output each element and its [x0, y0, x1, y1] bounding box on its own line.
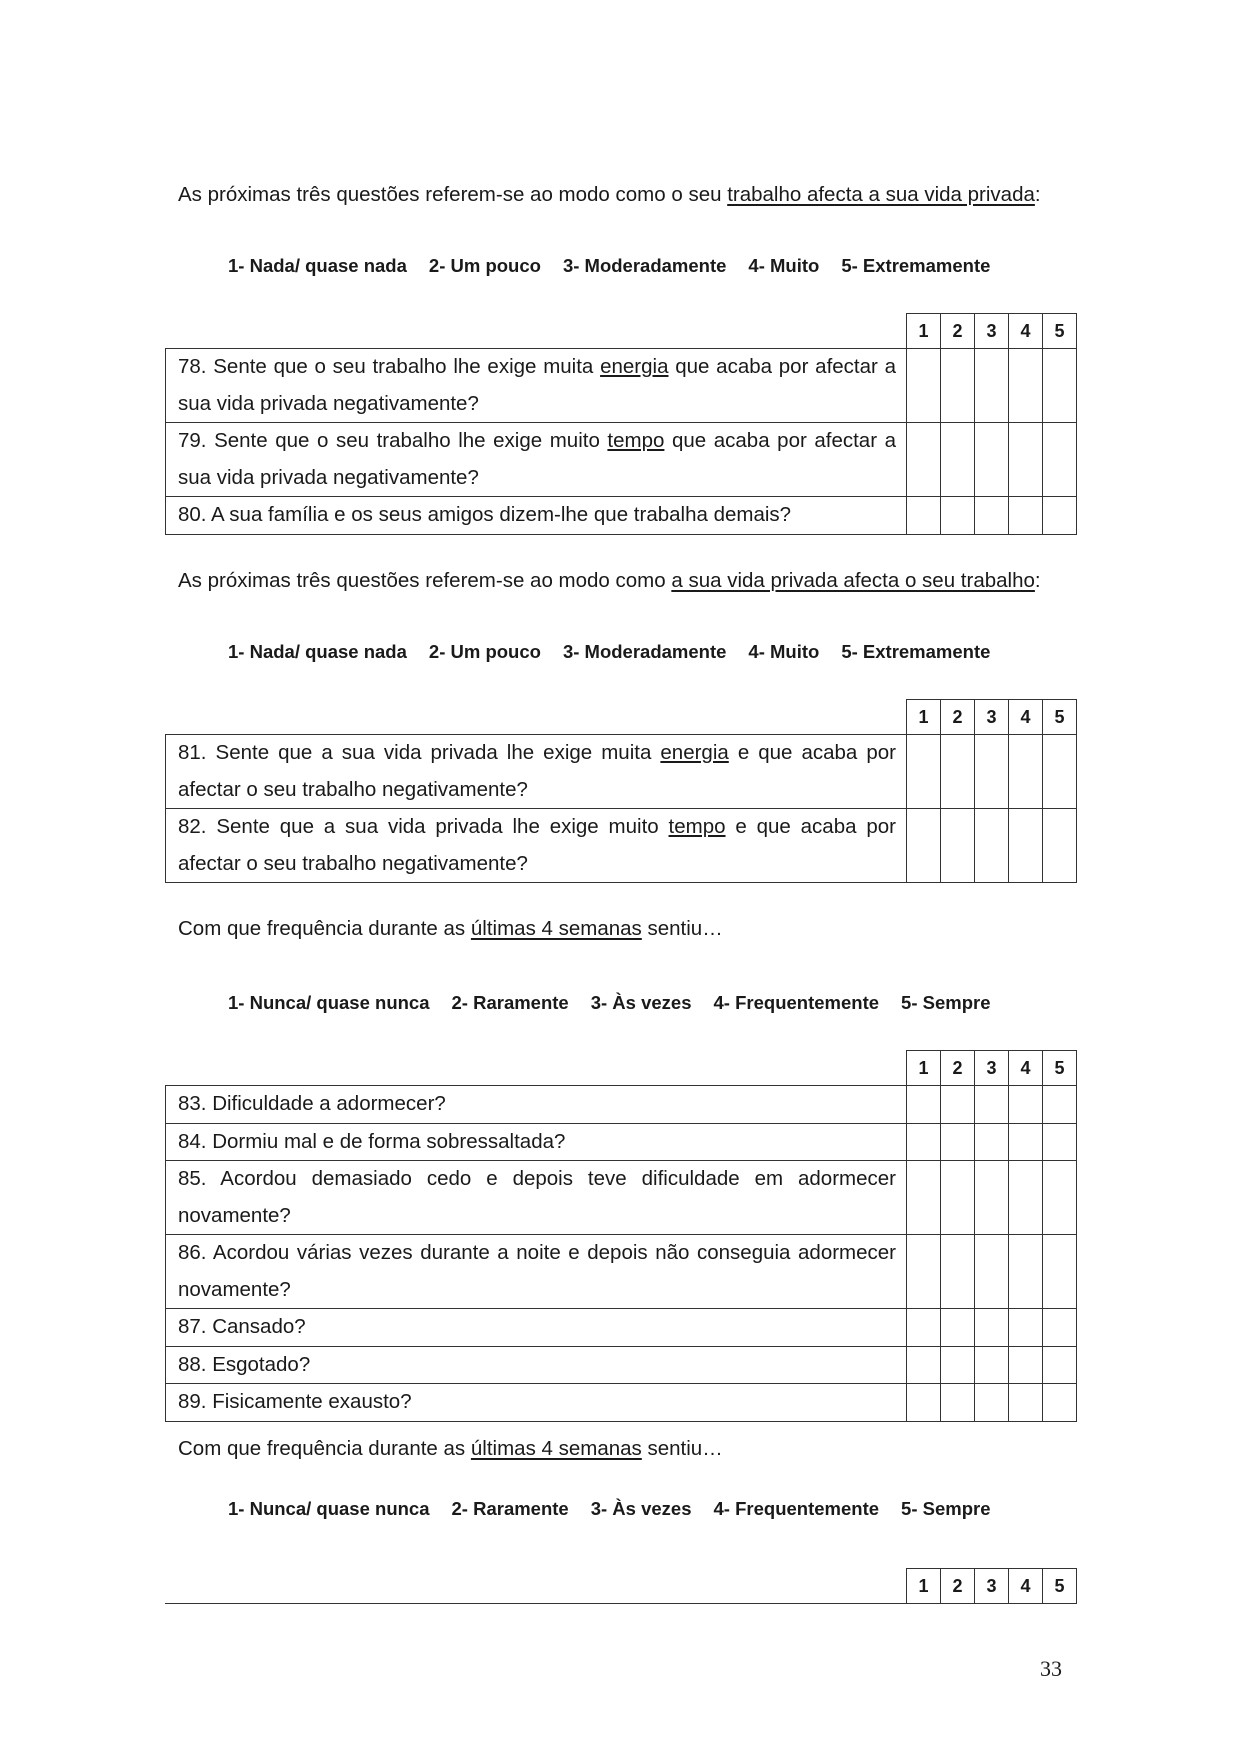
page-number: 33 — [1040, 1656, 1062, 1681]
section-2-intro: As próximas três questões referem-se ao modo como a sua vida privada afecta o seu trabalho: — [178, 569, 1041, 592]
answer-cell-2[interactable] — [941, 809, 975, 883]
answer-cell-4[interactable] — [1009, 1384, 1043, 1422]
answer-cell-1[interactable] — [907, 1235, 941, 1309]
question-row-87 — [166, 1309, 1077, 1347]
question-text: 79. Sente que o seu trabalho lhe exige muito tempo que acaba por afectar a sua vida privada negativamente? — [166, 423, 907, 497]
answer-cell-4[interactable] — [1009, 1309, 1043, 1347]
column-header: 2 — [941, 1569, 975, 1604]
scale-option: 4- Muito — [748, 641, 820, 662]
answer-cell-2[interactable] — [941, 1123, 975, 1161]
column-header: 5 — [1043, 314, 1077, 349]
column-header: 2 — [941, 1051, 975, 1086]
question-text: 83. Dificuldade a adormecer? — [166, 1086, 907, 1124]
column-header: 4 — [1009, 314, 1043, 349]
question-row-88 — [166, 1346, 1077, 1384]
answer-cell-2[interactable] — [941, 1086, 975, 1124]
question-row-84 — [166, 1123, 1077, 1161]
answer-cell-4[interactable] — [1009, 423, 1043, 497]
answer-cell-3[interactable] — [975, 1235, 1009, 1309]
answer-cell-1[interactable] — [907, 1161, 941, 1235]
question-text: 84. Dormiu mal e de forma sobressaltada? — [166, 1123, 907, 1161]
scale-option: 4- Muito — [748, 255, 820, 276]
column-header: 5 — [1043, 1051, 1077, 1086]
column-header: 2 — [941, 314, 975, 349]
answer-cell-3[interactable] — [975, 1123, 1009, 1161]
answer-cell-1[interactable] — [907, 423, 941, 497]
answer-cell-5[interactable] — [1043, 349, 1077, 423]
question-row-85 — [166, 1161, 1077, 1235]
answer-cell-3[interactable] — [975, 423, 1009, 497]
answer-cell-1[interactable] — [907, 1086, 941, 1124]
question-row-89 — [166, 1384, 1077, 1422]
answer-cell-4[interactable] — [1009, 735, 1043, 809]
question-row-82 — [166, 809, 1077, 883]
question-text: 86. Acordou várias vezes durante a noite e depois não conseguia adormecer novamente? — [166, 1235, 907, 1309]
answer-cell-4[interactable] — [1009, 497, 1043, 535]
answer-cell-5[interactable] — [1043, 497, 1077, 535]
question-text: 81. Sente que a sua vida privada lhe exige muita energia e que acaba por afectar o seu trabalho negativamente? — [166, 735, 907, 809]
section-4-scale-legend — [228, 1498, 991, 1520]
answer-cell-5[interactable] — [1043, 809, 1077, 883]
question-row-79 — [166, 423, 1077, 497]
answer-cell-1[interactable] — [907, 1346, 941, 1384]
answer-cell-1[interactable] — [907, 735, 941, 809]
column-header: 4 — [1009, 1051, 1043, 1086]
answer-cell-3[interactable] — [975, 1384, 1009, 1422]
column-header-row — [165, 1569, 1077, 1604]
answer-cell-2[interactable] — [941, 497, 975, 535]
column-header: 5 — [1043, 1569, 1077, 1604]
scale-option: 5- Sempre — [901, 992, 991, 1013]
answer-cell-5[interactable] — [1043, 423, 1077, 497]
answer-cell-3[interactable] — [975, 1346, 1009, 1384]
answer-cell-1[interactable] — [907, 1384, 941, 1422]
answer-cell-2[interactable] — [941, 1161, 975, 1235]
answer-cell-5[interactable] — [1043, 1123, 1077, 1161]
section-1-intro: As próximas três questões referem-se ao modo como o seu trabalho afecta a sua vida privada: — [178, 183, 1041, 206]
column-header: 1 — [907, 1569, 941, 1604]
question-row-83 — [166, 1086, 1077, 1124]
question-row-81 — [166, 735, 1077, 809]
question-text: 82. Sente que a sua vida privada lhe exige muito tempo e que acaba por afectar o seu trabalho negativamente? — [166, 809, 907, 883]
answer-cell-5[interactable] — [1043, 1346, 1077, 1384]
scale-option: 5- Extremamente — [841, 641, 991, 662]
scale-option: 3- Às vezes — [590, 992, 692, 1013]
question-row-80 — [166, 497, 1077, 535]
answer-cell-4[interactable] — [1009, 809, 1043, 883]
column-header: 3 — [975, 1051, 1009, 1086]
question-text: 78. Sente que o seu trabalho lhe exige muita energia que acaba por afectar a sua vida privada negativamente? — [166, 349, 907, 423]
section-3-question-table — [165, 1050, 1077, 1422]
section-4-intro: Com que frequência durante as últimas 4 semanas sentiu… — [178, 1437, 723, 1460]
question-text: 89. Fisicamente exausto? — [166, 1384, 907, 1422]
scale-option: 1- Nada/ quase nada — [228, 641, 407, 662]
scale-option: 2- Raramente — [451, 992, 569, 1013]
answer-cell-1[interactable] — [907, 1123, 941, 1161]
answer-cell-5[interactable] — [1043, 1235, 1077, 1309]
scale-option: 5- Sempre — [901, 1498, 991, 1519]
question-text: 80. A sua família e os seus amigos dizem-lhe que trabalha demais? — [166, 497, 907, 535]
answer-cell-3[interactable] — [975, 1161, 1009, 1235]
section-2-scale-legend — [228, 641, 990, 663]
answer-cell-2[interactable] — [941, 1309, 975, 1347]
scale-option: 1- Nunca/ quase nunca — [228, 1498, 430, 1519]
answer-cell-1[interactable] — [907, 349, 941, 423]
answer-cell-4[interactable] — [1009, 1123, 1043, 1161]
column-header: 1 — [907, 1051, 941, 1086]
answer-cell-3[interactable] — [975, 809, 1009, 883]
section-3-intro: Com que frequência durante as últimas 4 semanas sentiu… — [178, 917, 723, 940]
answer-cell-3[interactable] — [975, 735, 1009, 809]
answer-cell-4[interactable] — [1009, 349, 1043, 423]
scale-option: 2- Um pouco — [428, 255, 541, 276]
answer-cell-2[interactable] — [941, 423, 975, 497]
answer-cell-2[interactable] — [941, 1235, 975, 1309]
question-row-78 — [166, 349, 1077, 423]
scale-option: 3- Às vezes — [590, 1498, 692, 1519]
answer-cell-4[interactable] — [1009, 1346, 1043, 1384]
question-row-86 — [166, 1235, 1077, 1309]
section-1-scale-legend — [228, 255, 990, 277]
section-3-scale-legend — [228, 992, 991, 1014]
answer-cell-1[interactable] — [907, 809, 941, 883]
column-header: 4 — [1009, 700, 1043, 735]
column-header: 1 — [907, 314, 941, 349]
answer-cell-4[interactable] — [1009, 1235, 1043, 1309]
answer-cell-4[interactable] — [1009, 1161, 1043, 1235]
column-header: 5 — [1043, 700, 1077, 735]
question-text: 85. Acordou demasiado cedo e depois teve dificuldade em adormecer novamente? — [166, 1161, 907, 1235]
answer-cell-5[interactable] — [1043, 1309, 1077, 1347]
section-2-question-table — [165, 699, 1077, 883]
answer-cell-5[interactable] — [1043, 735, 1077, 809]
answer-cell-3[interactable] — [975, 1086, 1009, 1124]
scale-option: 3- Moderadamente — [562, 641, 727, 662]
answer-cell-1[interactable] — [907, 497, 941, 535]
section-4-question-table — [165, 1568, 1077, 1604]
column-header: 3 — [975, 1569, 1009, 1604]
scale-option: 5- Extremamente — [841, 255, 991, 276]
answer-cell-5[interactable] — [1043, 1384, 1077, 1422]
answer-cell-2[interactable] — [941, 349, 975, 423]
answer-cell-2[interactable] — [941, 1346, 975, 1384]
answer-cell-3[interactable] — [975, 497, 1009, 535]
column-header: 4 — [1009, 1569, 1043, 1604]
column-header: 3 — [975, 314, 1009, 349]
column-header-row — [166, 700, 1077, 735]
scale-option: 3- Moderadamente — [562, 255, 727, 276]
answer-cell-3[interactable] — [975, 349, 1009, 423]
answer-cell-1[interactable] — [907, 1309, 941, 1347]
column-header-row — [166, 314, 1077, 349]
question-text: 87. Cansado? — [166, 1309, 907, 1347]
scale-option: 4- Frequentemente — [713, 992, 880, 1013]
answer-cell-2[interactable] — [941, 1384, 975, 1422]
answer-cell-5[interactable] — [1043, 1161, 1077, 1235]
scale-option: 1- Nada/ quase nada — [228, 255, 407, 276]
answer-cell-5[interactable] — [1043, 1086, 1077, 1124]
section-1-question-table — [165, 313, 1077, 535]
scale-option: 2- Um pouco — [428, 641, 541, 662]
answer-cell-3[interactable] — [975, 1309, 1009, 1347]
question-text: 88. Esgotado? — [166, 1346, 907, 1384]
answer-cell-2[interactable] — [941, 735, 975, 809]
column-header: 3 — [975, 700, 1009, 735]
answer-cell-4[interactable] — [1009, 1086, 1043, 1124]
column-header: 2 — [941, 700, 975, 735]
scale-option: 4- Frequentemente — [713, 1498, 880, 1519]
scale-option: 1- Nunca/ quase nunca — [228, 992, 430, 1013]
scale-option: 2- Raramente — [451, 1498, 569, 1519]
column-header-row — [166, 1051, 1077, 1086]
column-header: 1 — [907, 700, 941, 735]
